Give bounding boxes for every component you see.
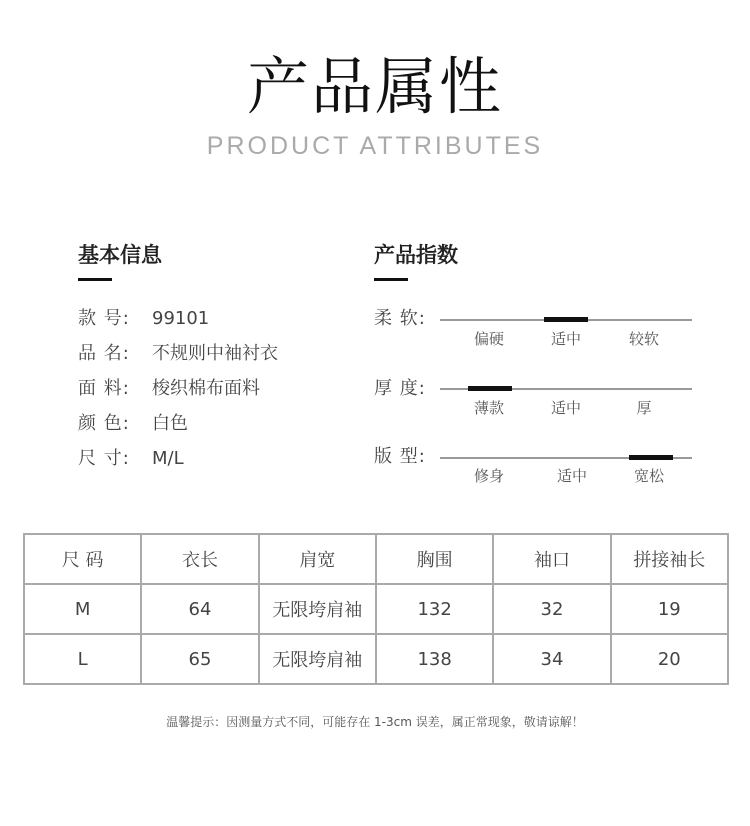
table-cell: 64 xyxy=(141,584,258,634)
index-marker-thickness xyxy=(468,386,512,391)
index-option: 宽松 xyxy=(633,467,664,485)
index-option: 适中 xyxy=(556,467,587,485)
index-marker-softness xyxy=(544,317,588,322)
info-label: 面 料: xyxy=(78,378,130,399)
product-index-heading: 产品指数 xyxy=(374,243,458,267)
info-row-color xyxy=(78,415,188,433)
index-option: 适中 xyxy=(550,399,581,417)
index-option: 修身 xyxy=(473,467,504,485)
info-row-product-name xyxy=(78,345,278,363)
index-label-thickness: 厚 度: xyxy=(374,378,426,399)
table-cell: 132 xyxy=(376,584,493,634)
index-option: 适中 xyxy=(550,330,581,348)
index-option: 薄款 xyxy=(473,399,504,417)
table-cell: 32 xyxy=(493,584,610,634)
info-value: 白色 xyxy=(152,413,188,434)
table-header-cell: 拼接袖长 xyxy=(611,534,728,584)
info-value: M/L xyxy=(152,448,184,469)
page-subtitle: PRODUCT ATTRIBUTES xyxy=(206,132,544,160)
page-title: 产品属性 xyxy=(246,50,503,123)
table-cell: 无限垮肩袖 xyxy=(259,584,376,634)
table-header-row xyxy=(24,534,728,584)
table-header-cell: 肩宽 xyxy=(259,534,376,584)
size-table xyxy=(23,533,729,685)
index-marker-fit xyxy=(629,455,673,460)
info-value: 99101 xyxy=(152,308,210,329)
table-row xyxy=(24,634,728,684)
info-value: 不规则中袖衬衣 xyxy=(152,343,278,364)
table-cell: 19 xyxy=(611,584,728,634)
info-label: 款 号: xyxy=(78,308,130,329)
info-row-style-no xyxy=(78,310,209,328)
info-label: 品 名: xyxy=(78,343,130,364)
table-cell: L xyxy=(24,634,141,684)
table-cell: 无限垮肩袖 xyxy=(259,634,376,684)
info-label: 尺 寸: xyxy=(78,448,130,469)
basic-info-heading-bar xyxy=(78,278,112,281)
table-header-cell: 衣长 xyxy=(141,534,258,584)
index-label-fit: 版 型: xyxy=(374,446,426,467)
table-header-cell: 袖口 xyxy=(493,534,610,584)
table-header-cell: 尺 码 xyxy=(24,534,141,584)
info-value: 梭织棉布面料 xyxy=(152,378,260,399)
info-row-size xyxy=(78,450,184,468)
table-cell: M xyxy=(24,584,141,634)
info-label: 颜 色: xyxy=(78,413,130,434)
measurement-note: 温馨提示：因测量方式不同，可能存在 1-3cm 误差，属正常现象，敬请谅解！ xyxy=(166,715,584,729)
table-header-cell: 胸围 xyxy=(376,534,493,584)
table-cell: 34 xyxy=(493,634,610,684)
index-option: 厚 xyxy=(636,399,652,417)
table-cell: 65 xyxy=(141,634,258,684)
product-index-heading-bar xyxy=(374,278,408,281)
index-option: 偏硬 xyxy=(473,330,504,348)
basic-info-heading: 基本信息 xyxy=(78,243,162,267)
index-option: 较软 xyxy=(628,330,659,348)
table-cell: 20 xyxy=(611,634,728,684)
table-row xyxy=(24,584,728,634)
table-cell: 138 xyxy=(376,634,493,684)
info-row-fabric xyxy=(78,380,260,398)
index-label-softness: 柔 软: xyxy=(374,308,426,329)
